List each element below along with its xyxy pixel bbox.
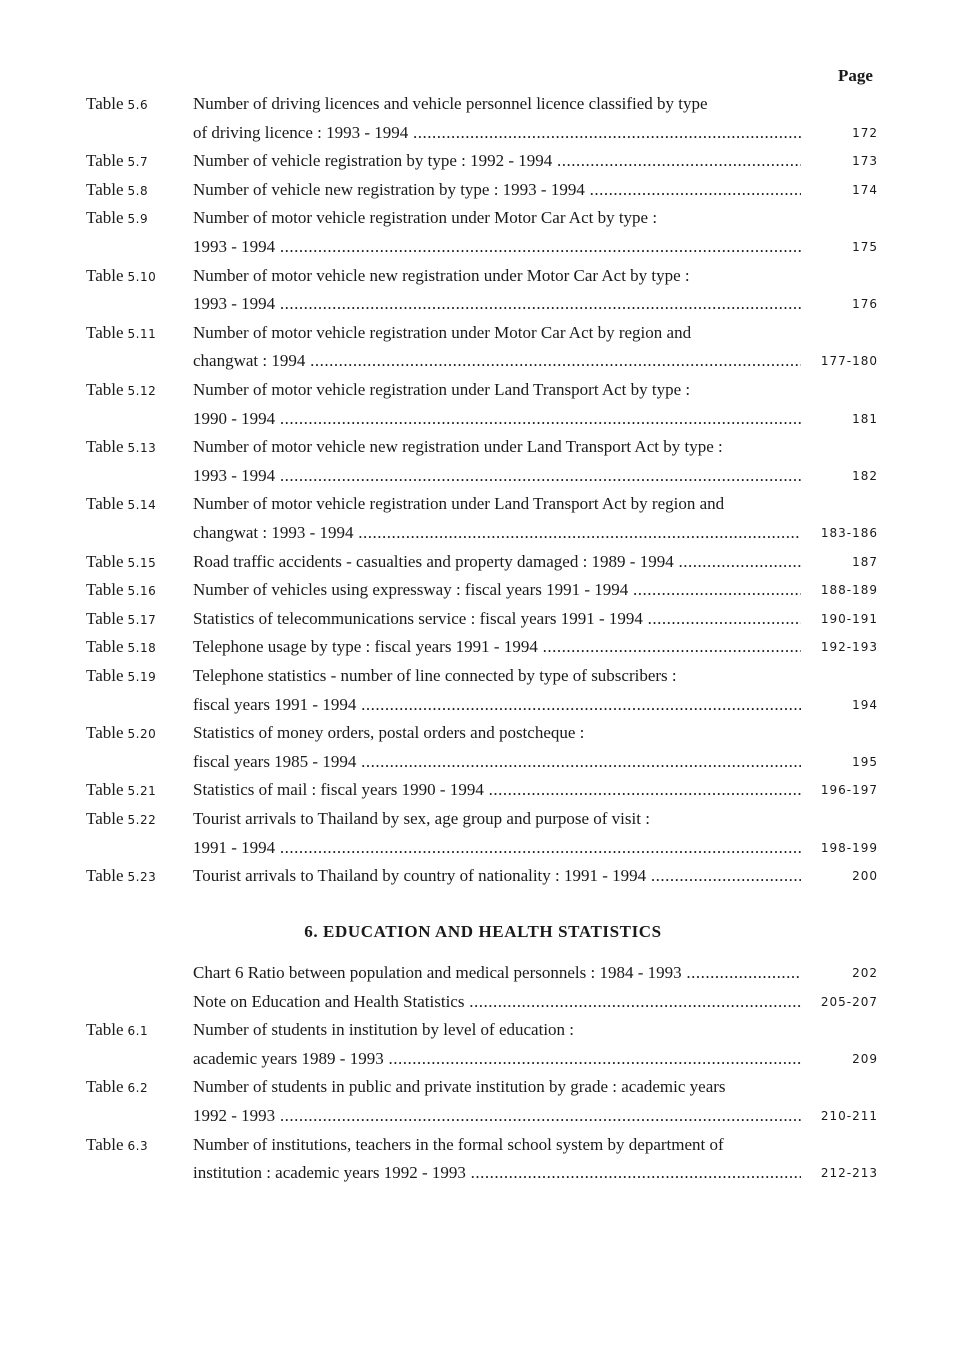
toc-entry-line xyxy=(0,119,966,147)
table-word: Table xyxy=(86,637,124,657)
table-word: Table xyxy=(86,551,124,571)
table-number: 6.1 xyxy=(127,1024,149,1039)
table-label xyxy=(86,576,186,605)
table-number: 5.22 xyxy=(127,813,157,827)
table-label xyxy=(86,805,186,834)
entry-title: 1993 - 1994 ..... xyxy=(193,462,801,490)
entry-title: Statistics of telecommunications service : fiscal years 1991 - 1994 ..... xyxy=(193,605,801,633)
toc-entry-line xyxy=(0,233,966,261)
entry-title: Number of students in institution by level of education : xyxy=(193,1020,575,1040)
toc-entry-line xyxy=(0,719,966,747)
page-number: 209 xyxy=(852,1051,878,1066)
table-number: 5.21 xyxy=(127,784,157,799)
section-heading-education-health: 6. EDUCATION AND HEALTH STATISTICS xyxy=(304,922,662,941)
entry-title: Number of motor vehicle registration under Motor Car Act by region and xyxy=(193,322,692,342)
table-word: Table xyxy=(86,1020,124,1040)
page-number: 175 xyxy=(852,240,878,254)
table-label xyxy=(86,1131,186,1160)
entry-title: 1991 - 1994 ..... xyxy=(193,834,801,862)
toc-entry-line xyxy=(0,605,966,633)
table-number: 5.6 xyxy=(127,98,149,112)
entry-title: Number of driving licences and vehicle personnel licence classified by type xyxy=(193,94,708,113)
table-word: Table xyxy=(86,151,124,171)
page-number: 200 xyxy=(852,869,878,884)
entry-title: Telephone statistics - number of line connected by type of subscribers : xyxy=(193,666,677,685)
table-word: Table xyxy=(86,866,124,886)
page-number: 173 xyxy=(852,154,878,169)
table-word: Table xyxy=(86,1134,124,1154)
table-label xyxy=(86,204,186,233)
entry-title: changwat : 1993 - 1994 ..... xyxy=(193,519,801,547)
toc-entry-line xyxy=(0,1131,966,1159)
table-number: 5.7 xyxy=(127,155,149,170)
table-label xyxy=(86,862,186,891)
table-word: Table xyxy=(86,780,124,800)
page-number: 177-180 xyxy=(820,354,878,369)
table-label xyxy=(86,1073,186,1102)
table-label xyxy=(86,662,186,691)
page-number: 192-193 xyxy=(820,640,878,655)
table-number: 6.3 xyxy=(127,1138,149,1153)
entry-title: Statistics of money orders, postal orders and postcheque : xyxy=(193,723,585,743)
page-number: 205-207 xyxy=(820,994,878,1009)
table-number: 5.10 xyxy=(127,269,157,284)
table-label xyxy=(86,376,186,405)
entry-title: Tourist arrivals to Thailand by sex, age group and purpose of visit : xyxy=(193,809,650,828)
table-word: Table xyxy=(86,608,124,628)
entry-title: Telephone usage by type : fiscal years 1991 - 1994 ..... xyxy=(193,633,801,661)
entry-title: 1993 - 1994 ..... xyxy=(193,233,801,261)
toc-entry-line xyxy=(0,319,966,347)
page-number: 196-197 xyxy=(820,783,878,798)
entry-title: Number of motor vehicle registration under Land Transport Act by region and xyxy=(193,494,725,514)
table-number: 5.23 xyxy=(127,870,157,885)
table-number: 5.20 xyxy=(127,727,157,742)
table-word: Table xyxy=(86,179,124,199)
entry-title: Number of institutions, teachers in the formal school system by department of xyxy=(193,1134,724,1154)
entry-title: 1993 - 1994 ..... xyxy=(193,290,801,318)
entry-title: Note on Education and Health Statistics ..... xyxy=(193,988,801,1016)
toc-entry-line xyxy=(0,862,966,890)
table-label xyxy=(86,433,186,462)
toc-entry-line xyxy=(0,576,966,604)
entry-title: Number of motor vehicle new registration under Land Transport Act by type : xyxy=(193,437,723,457)
entry-title: Number of vehicle new registration by type : 1993 - 1994 ..... xyxy=(193,176,801,204)
entry-title: Number of motor vehicle new registration under Motor Car Act by type : xyxy=(193,265,690,285)
toc-entry-line xyxy=(0,988,966,1016)
page-number: 188-189 xyxy=(820,583,878,598)
table-label xyxy=(86,548,186,577)
page-number: 172 xyxy=(852,125,878,140)
table-word: Table xyxy=(86,208,124,228)
table-label xyxy=(86,176,186,205)
table-number: 5.9 xyxy=(127,212,149,227)
table-label xyxy=(86,490,186,519)
toc-entry-line xyxy=(0,662,966,690)
table-word: Table xyxy=(86,494,124,514)
table-word: Table xyxy=(86,94,124,113)
toc-entry-line xyxy=(0,176,966,204)
page-number: 181 xyxy=(852,411,878,426)
page-number: 198-199 xyxy=(820,840,878,855)
page-number: 210-211 xyxy=(820,1109,878,1123)
table-number: 5.15 xyxy=(127,555,157,570)
page-number: 194 xyxy=(852,697,878,712)
table-word: Table xyxy=(86,380,124,399)
page-number: 174 xyxy=(852,182,878,197)
table-label xyxy=(86,319,186,348)
toc-entry-line xyxy=(0,204,966,232)
entry-title: Tourist arrivals to Thailand by country of nationality : 1991 - 1994 ..... xyxy=(193,862,801,890)
entry-title: Number of vehicles using expressway : fiscal years 1991 - 1994 ..... xyxy=(193,576,801,604)
entry-title: Number of vehicle registration by type : 1992 - 1994 ..... xyxy=(193,147,801,175)
toc-entry-line xyxy=(0,262,966,290)
page-number: 187 xyxy=(852,554,878,569)
toc-entry-line xyxy=(0,691,966,719)
entry-title: institution : academic years 1992 - 1993 ..... xyxy=(193,1159,801,1187)
table-label xyxy=(86,262,186,291)
table-number: 5.19 xyxy=(127,670,157,684)
page-number: 190-191 xyxy=(820,611,878,626)
table-word: Table xyxy=(86,322,124,342)
toc-entry-line xyxy=(0,1073,966,1101)
table-label xyxy=(86,90,186,119)
toc-entry-line xyxy=(0,147,966,175)
page-number: 176 xyxy=(852,297,878,312)
table-word: Table xyxy=(86,437,124,457)
entry-title: 1992 - 1993 ..... xyxy=(193,1102,801,1130)
entry-title: fiscal years 1991 - 1994 ..... xyxy=(193,691,801,719)
page-number: 183-186 xyxy=(820,526,878,540)
toc-entry-line xyxy=(0,1045,966,1073)
entry-title: Chart 6 Ratio between population and medical personnels : 1984 - 1993 ..... xyxy=(193,959,801,987)
toc-entry-line xyxy=(0,90,966,118)
entry-title: changwat : 1994 ..... xyxy=(193,347,801,375)
table-number: 5.8 xyxy=(127,183,149,198)
table-number: 5.12 xyxy=(127,384,157,398)
table-word: Table xyxy=(86,265,124,285)
toc-entry-line xyxy=(0,1102,966,1130)
table-word: Table xyxy=(86,809,124,828)
entry-title: Statistics of mail : fiscal years 1990 - 1994 ..... xyxy=(193,776,801,804)
toc-entry-line xyxy=(0,490,966,518)
toc-entry-line xyxy=(0,748,966,776)
table-number: 5.17 xyxy=(127,612,157,627)
table-word: Table xyxy=(86,1077,124,1097)
page-column-header: Page xyxy=(838,66,873,85)
entry-title: academic years 1989 - 1993 ..... xyxy=(193,1045,801,1073)
table-word: Table xyxy=(86,723,124,743)
table-label xyxy=(86,633,186,662)
table-word: Table xyxy=(86,580,124,600)
toc-entry-line xyxy=(0,959,966,987)
toc-entry-line xyxy=(0,519,966,547)
toc-entry-line xyxy=(0,347,966,375)
table-label xyxy=(86,719,186,748)
table-word: Table xyxy=(86,666,124,685)
toc-entry-line xyxy=(0,405,966,433)
toc-entry-line xyxy=(0,376,966,404)
entry-title: of driving licence : 1993 - 1994 ..... xyxy=(193,119,801,147)
table-number: 5.18 xyxy=(127,641,157,656)
toc-entry-line xyxy=(0,834,966,862)
table-number: 5.13 xyxy=(127,441,157,456)
entry-title: 1990 - 1994 ..... xyxy=(193,405,801,433)
toc-entry-line xyxy=(0,1159,966,1187)
table-label xyxy=(86,1016,186,1045)
page-number: 195 xyxy=(852,754,878,769)
table-number: 5.16 xyxy=(127,584,157,599)
table-label xyxy=(86,776,186,805)
toc-entry-line xyxy=(0,433,966,461)
toc-entry-line xyxy=(0,290,966,318)
entry-title: Road traffic accidents - casualties and property damaged : 1989 - 1994 ..... xyxy=(193,548,801,576)
entry-title: Number of motor vehicle registration under Motor Car Act by type : xyxy=(193,208,658,228)
table-label xyxy=(86,605,186,634)
entry-title: Number of motor vehicle registration under Land Transport Act by type : xyxy=(193,380,691,399)
toc-entry-line xyxy=(0,633,966,661)
table-number: 6.2 xyxy=(127,1081,149,1096)
toc-entry-line xyxy=(0,1016,966,1044)
toc-entry-line xyxy=(0,548,966,576)
toc-entry-line xyxy=(0,776,966,804)
page-number: 182 xyxy=(852,468,878,483)
table-number: 5.14 xyxy=(127,498,157,513)
toc-entry-line xyxy=(0,462,966,490)
page-number: 202 xyxy=(852,966,878,980)
table-number: 5.11 xyxy=(127,326,157,341)
entry-title: fiscal years 1985 - 1994 ..... xyxy=(193,748,801,776)
page-number: 212-213 xyxy=(820,1166,878,1181)
toc-entry-line xyxy=(0,805,966,833)
entry-title: Number of students in public and private institution by grade : academic years xyxy=(193,1077,726,1097)
table-label xyxy=(86,147,186,176)
